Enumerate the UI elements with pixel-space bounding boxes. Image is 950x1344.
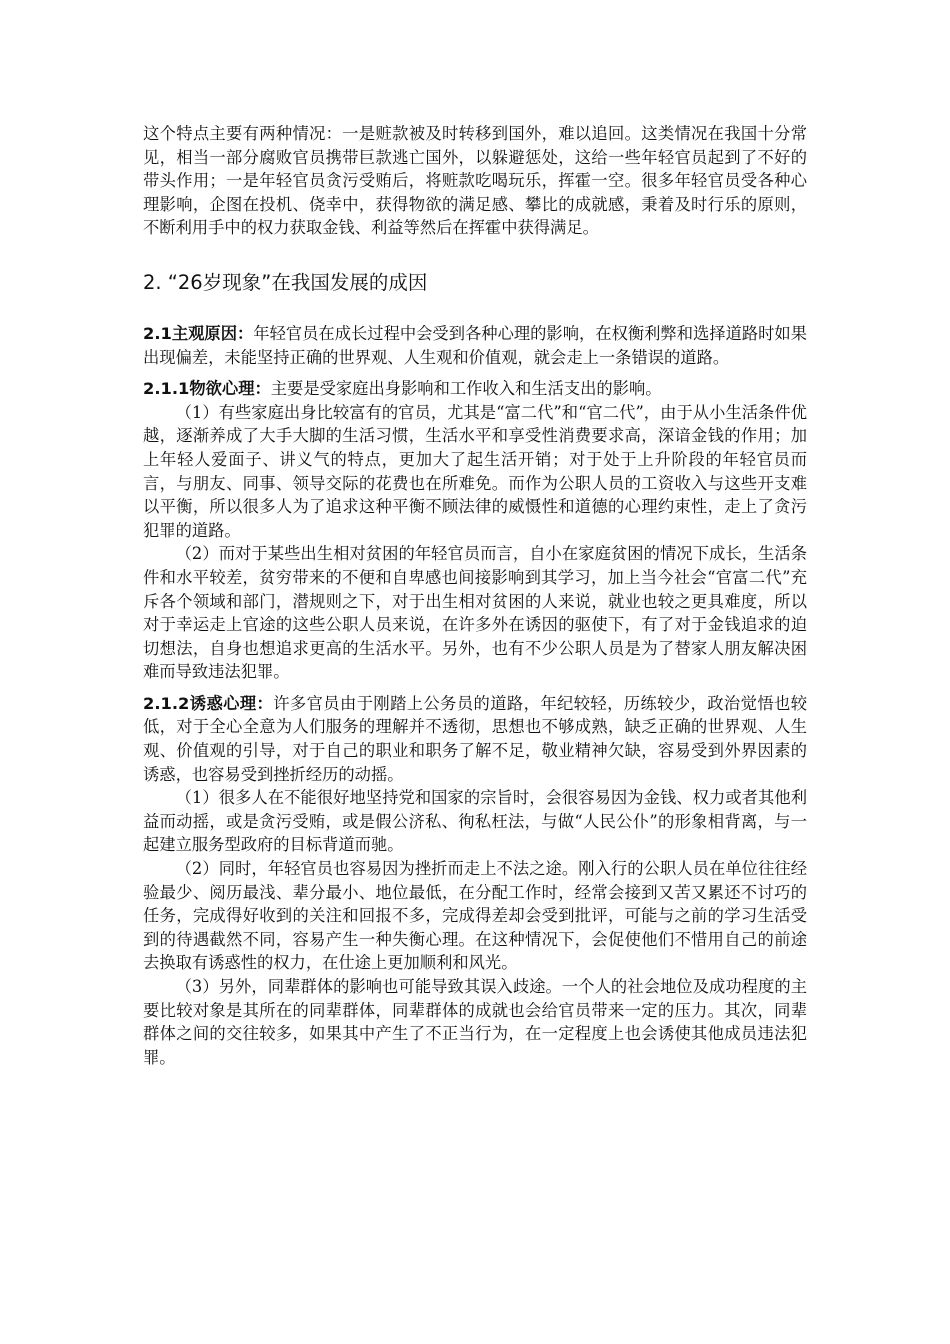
subsection-2-1-2-label: 2.1.2诱惑心理： (143, 693, 274, 713)
subsection-2-1-label: 2.1主观原因： (143, 323, 254, 343)
subsection-2-1-2-point-1: （1）很多人在不能很好地坚持党和国家的宗旨时，会很容易因为金钱、权力或者其他利益而动摇，或是贪污受贿，或是假公济私、徇私枉法，与做“人民公仆”的形象相背离，与一起建立服务型政府的目标背道而驰。 (143, 788, 807, 855)
subsection-2-1-1-text: 主要是受家庭出身影响和工作收入和生活支出的影响。 (270, 379, 662, 399)
subsection-2-1-1-paragraph (143, 377, 807, 401)
section-heading: 2. “26岁现象”在我国发展的成因 (143, 270, 428, 294)
subsection-2-1-1-point-2: （2）而对于某些出生相对贫困的年轻官员而言，自小在家庭贫困的情况下成长，生活条件和水平较差，贫穷带来的不便和自卑感也间接影响到其学习，加上当今社会“官富二代”充斥各个领域和部门，潜规则之下，对于出生相对贫困的人来说，就业也较之更具难度，所以对于幸运走上官途的这些公职人员来说，在许多外在诱因的驱使下，有了对于金钱追求的迫切想法，自身也想追求更高的生活水平。另外，也有不少公职人员是为了替家人朋友解决困难而导致违法犯罪。 (143, 544, 807, 682)
subsection-2-1-2-point-2: （2）同时，年轻官员也容易因为挫折而走上不法之途。刚入行的公职人员在单位往往经验最少、阅历最浅、辈分最小、地位最低，在分配工作时，经常会接到又苦又累还不讨巧的任务，完成得好收到的关注和回报不多，完成得差却会受到批评，可能与之前的学习生活受到的待遇截然不同，容易产生一种失衡心理。在这种情况下，会促使他们不惜用自己的前途去换取有诱惑性的权力，在仕途上更加顺利和风光。 (143, 859, 807, 973)
document-page (143, 122, 807, 1069)
subsection-2-1-2-paragraph (143, 692, 807, 786)
subsection-2-1-text: 年轻官员在成长过程中会受到各种心理的影响，在权衡利弊和选择道路时如果出现偏差，未能坚持正确的世界观、人生观和价值观，就会走上一条错误的道路。 (143, 323, 807, 367)
intro-paragraph: 这个特点主要有两种情况：一是赃款被及时转移到国外，难以追回。这类情况在我国十分常见，相当一部分腐败官员携带巨款逃亡国外，以躲避惩处，这给一些年轻官员起到了不好的带头作用；一是年轻官员贪污受贿后，将赃款吃喝玩乐，挥霍一空。很多年轻官员受各种心理影响，企图在投机、侥幸中，获得物欲的满足感、攀比的成就感，秉着及时行乐的原则，不断利用手中的权力获取金钱、利益等然后在挥霍中获得满足。 (143, 124, 807, 238)
subsection-2-1-1-label: 2.1.1物欲心理： (143, 379, 271, 399)
subsection-2-1-2-text: 许多官员由于刚踏上公务员的道路，年纪较轻，历练较少，政治觉悟也较低，对于全心全意为人们服务的理解并不透彻，思想也不够成熟，缺乏正确的世界观、人生观、价值观的引导，对于自己的职业和职务了解不足，敬业精神欠缺，容易受到外界因素的诱惑，也容易受到挫折经历的动摇。 (143, 693, 807, 784)
subsection-2-1-1-point-1: （1）有些家庭出身比较富有的官员，尤其是“富二代”和“官二代”，由于从小生活条件优越，逐渐养成了大手大脚的生活习惯，生活水平和享受性消费要求高，深谙金钱的作用；加上年轻人爱面子、讲义气的特点，更加大了起生活开销；对于处于上升阶段的年轻官员而言，与朋友、同事、领导交际的花费也在所难免。而作为公职人员的工资收入与这些开支难以平衡，所以很多人为了追求这种平衡不顾法律的威慑性和道德的心理约束性，走上了贪污犯罪的道路。 (143, 402, 807, 540)
subsection-2-1-2-point-3: （3）另外，同辈群体的影响也可能导致其误入歧途。一个人的社会地位及成功程度的主要比较对象是其所在的同辈群体，同辈群体的成就也会给官员带来一定的压力。其次，同辈群体之间的交往较多，如果其中产生了不正当行为，在一定程度上也会诱使其他成员违法犯罪。 (143, 977, 807, 1067)
subsection-2-1-paragraph (143, 322, 807, 369)
